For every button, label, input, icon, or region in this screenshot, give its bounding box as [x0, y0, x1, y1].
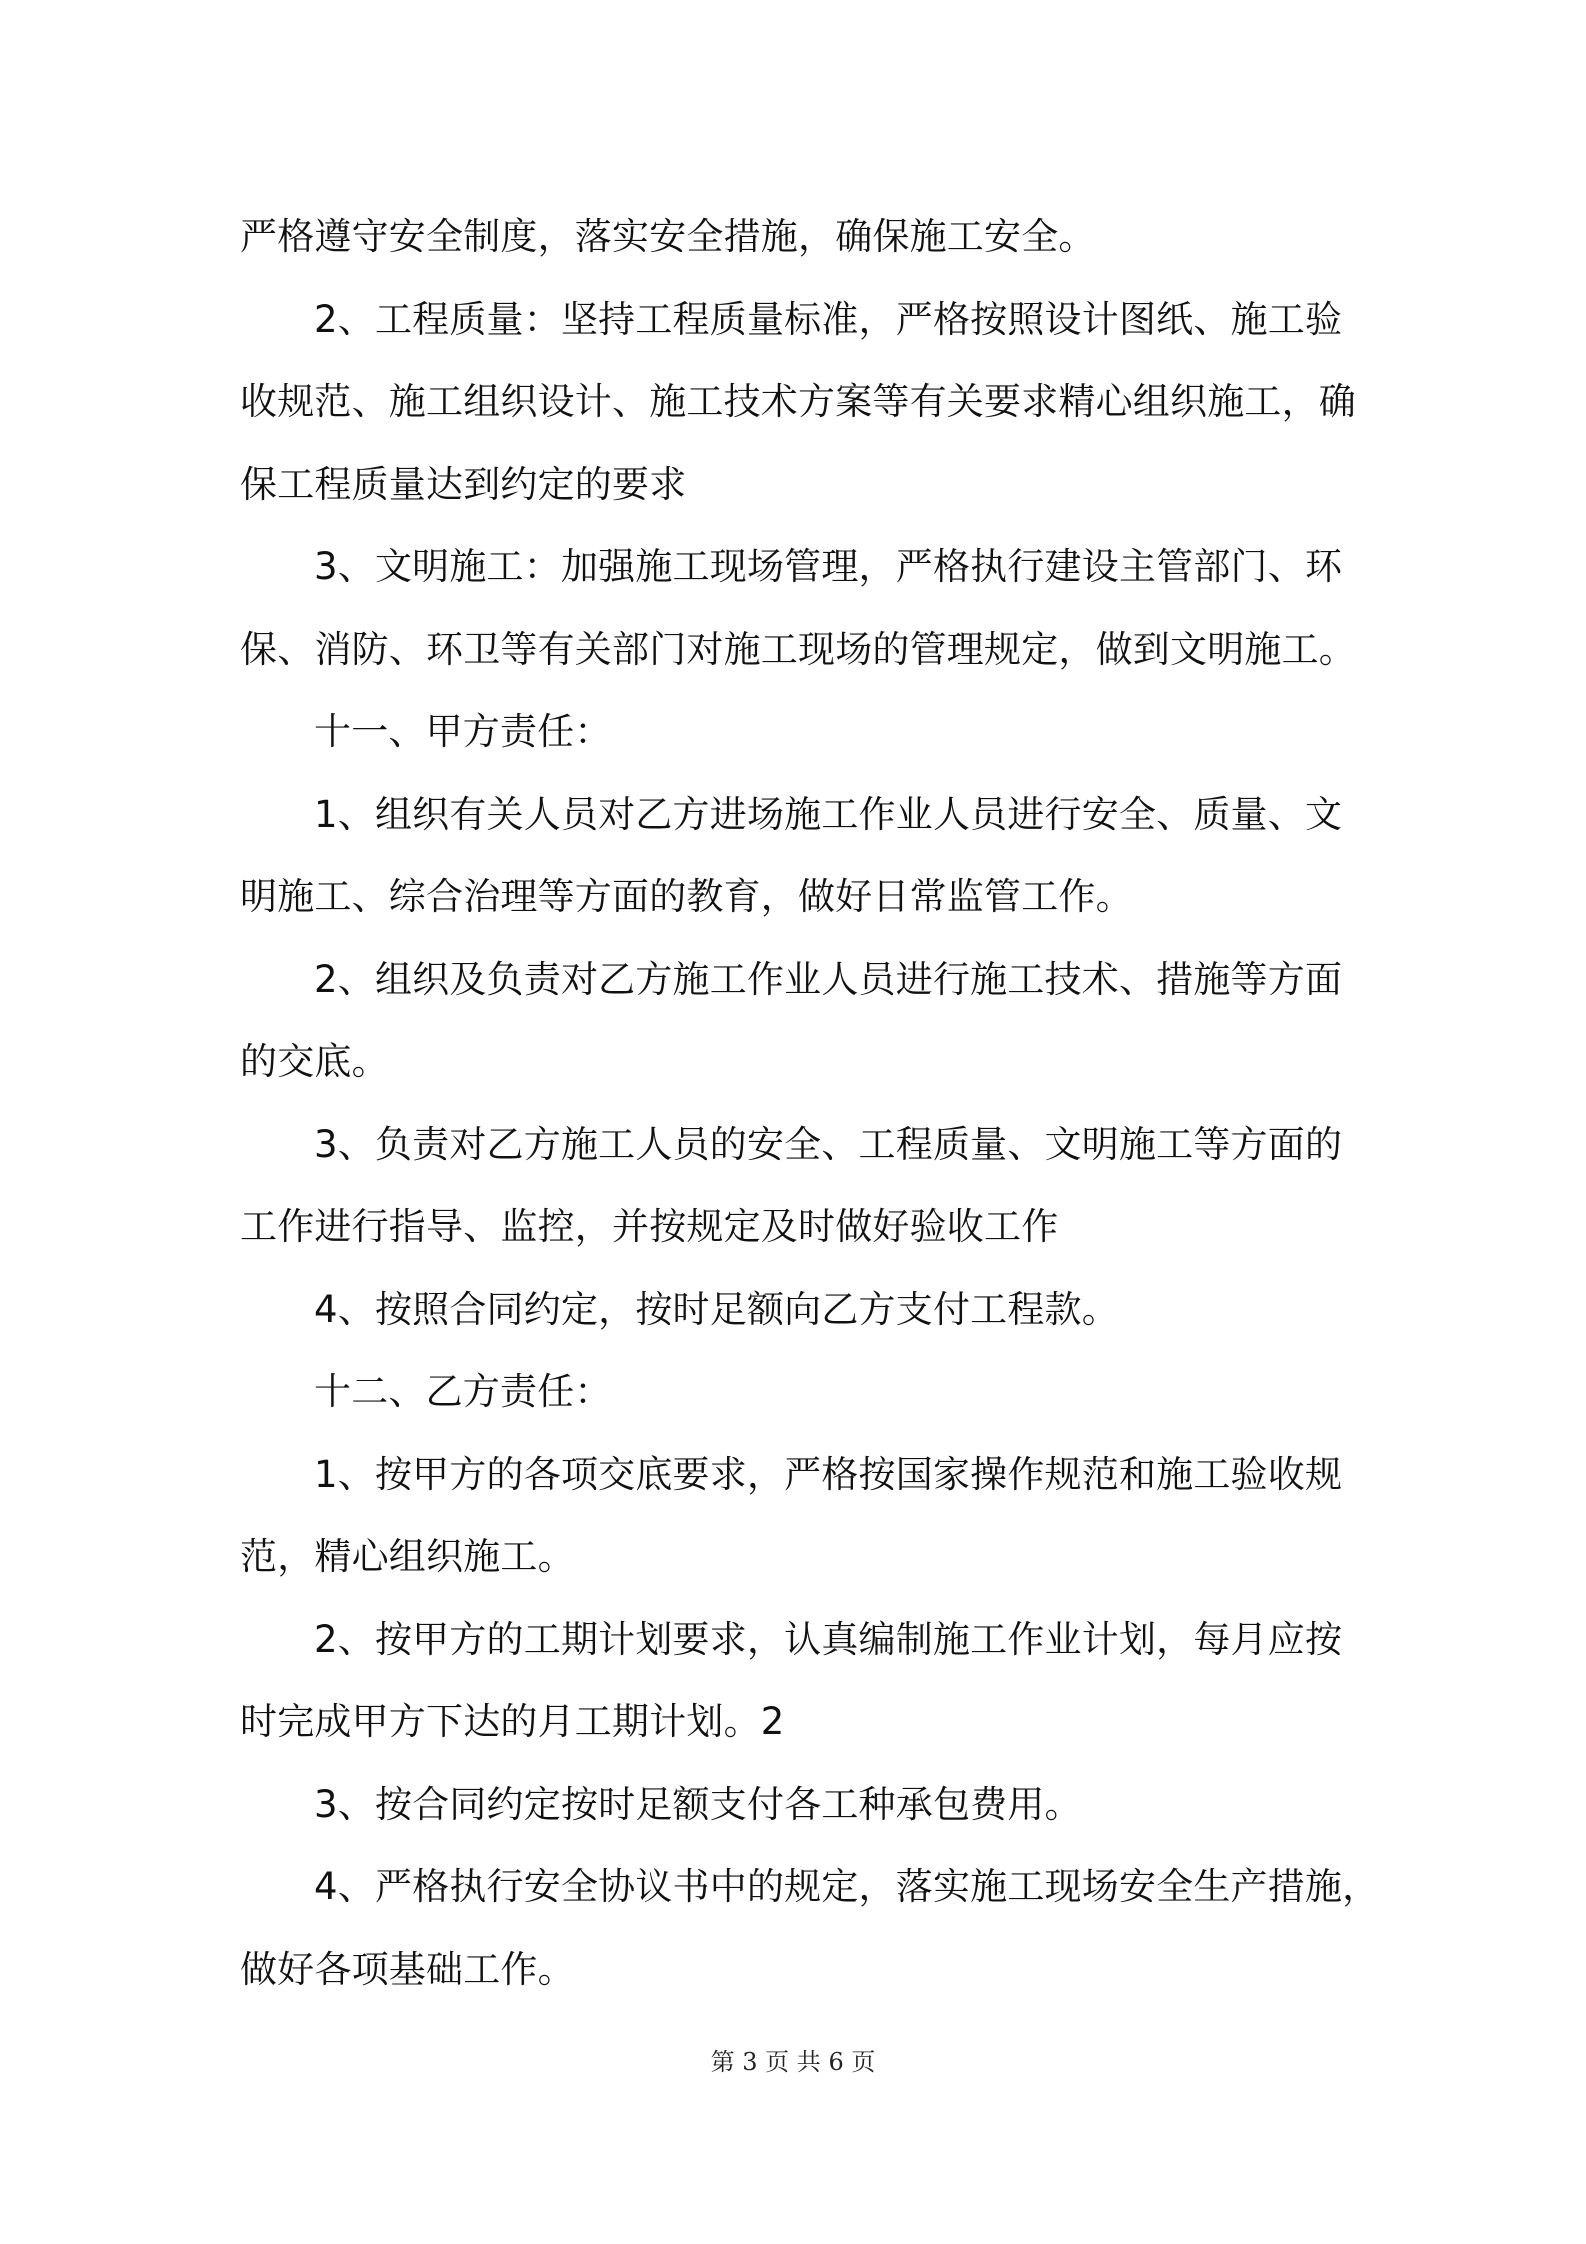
text-line: 范，精心组织施工。 [240, 1535, 575, 1578]
text-line: 1、组织有关人员对乙方进场施工作业人员进行安全、质量、文 [314, 792, 1343, 836]
section-heading: 十一、甲方责任： [314, 710, 612, 753]
text-line: 2、组织及负责对乙方施工作业人员进行施工技术、措施等方面 [314, 957, 1343, 1001]
text-line: 收规范、施工组织设计、施工技术方案等有关要求精心组织施工，确 [240, 380, 1356, 423]
text-line: 保、消防、环卫等有关部门对施工现场的管理规定，做到文明施工。 [240, 627, 1356, 671]
text-line: 3、文明施工：加强施工现场管理，严格执行建设主管部门、环 [314, 545, 1343, 588]
text-line: 的交底。 [240, 1040, 389, 1083]
document-body [240, 196, 1380, 2011]
text-line: 做好各项基础工作。 [240, 1947, 575, 1991]
text-line: 4、按照合同约定，按时足额向乙方支付工程款。 [314, 1287, 1119, 1331]
text-line: 3、负责对乙方施工人员的安全、工程质量、文明施工等方面的 [314, 1122, 1343, 1166]
text-line: 1、按甲方的各项交底要求，严格按国家操作规范和施工验收规 [314, 1452, 1343, 1496]
page-number-footer: 第 3 页 共 6 页 [710, 2048, 876, 2076]
text-line: 时完成甲方下达的月工期计划。2 [240, 1700, 785, 1743]
text-line: 严格遵守安全制度，落实安全措施，确保施工安全。 [240, 215, 1096, 258]
text-line: 2、工程质量：坚持工程质量标准，严格按照设计图纸、施工验 [314, 297, 1343, 341]
text-line: 明施工、综合治理等方面的教育，做好日常监管工作。 [240, 875, 1133, 918]
text-line: 4、严格执行安全协议书中的规定，落实施工现场安全生产措施， [314, 1865, 1380, 1908]
text-line: 保工程质量达到约定的要求 [240, 462, 687, 506]
text-line: 2、按甲方的工期计划要求，认真编制施工作业计划，每月应按 [314, 1617, 1343, 1661]
section-heading: 十二、乙方责任： [314, 1370, 612, 1413]
text-line: 3、按合同约定按时足额支付各工种承包费用。 [314, 1782, 1082, 1826]
text-line: 工作进行指导、监控，并按规定及时做好验收工作 [240, 1205, 1059, 1248]
